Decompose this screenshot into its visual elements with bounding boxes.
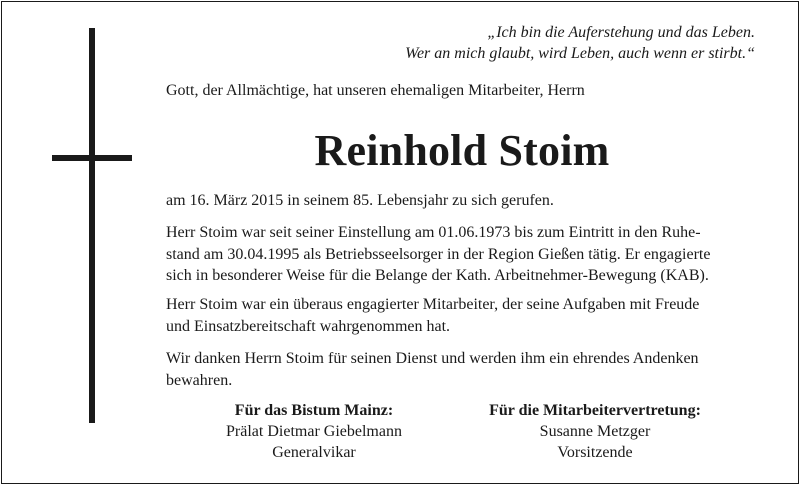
cross-icon-horizontal-bar (52, 155, 132, 161)
career-line-1: Herr Stoim war seit seiner Einstellung am 01.06.1973 bis zum Eintritt in den Ruhe- (166, 224, 701, 241)
signature-bistum (202, 400, 426, 463)
praise-line-1: Herr Stoim war ein überaus engagierter Mitarbeiter, der seine Aufgaben mit Freude (166, 296, 700, 313)
praise-line-2: und Einsatzbereitschaft wahrgenommen hat. (166, 317, 451, 335)
deceased-name: Reinhold Stoim (314, 126, 610, 175)
signature-heading: Für das Bistum Mainz: (234, 402, 394, 419)
signature-mitarbeitervertretung (480, 400, 710, 463)
thanks-line-2: bewahren. (166, 371, 233, 389)
quote-line-2: Wer an mich glaubt, wird Leben, auch wenn er stirbt.“ (405, 45, 755, 62)
career-line-3: sich in besonderer Weise für die Belange der Kath. Arbeitnehmer-Bewegung (KAB). (166, 267, 709, 284)
career-paragraph (166, 222, 760, 287)
signatory-role: Generalvikar (272, 444, 356, 461)
bible-quote (405, 22, 755, 64)
cross-icon-vertical-bar (89, 28, 95, 423)
thanks-paragraph (166, 348, 760, 391)
signatory-name: Susanne Metzger (539, 423, 651, 440)
obituary-notice (1, 1, 799, 484)
signatory-role: Vorsitzende (557, 444, 633, 461)
career-line-2: stand am 30.04.1995 als Betriebsseelsorger in der Region Gießen tätig. Er engagierte (166, 245, 711, 263)
signature-heading: Für die Mitarbeitervertretung: (489, 402, 701, 419)
thanks-line-1: Wir danken Herrn Stoim für seinen Dienst und werden ihm ein ehrendes Andenken (166, 350, 699, 367)
praise-paragraph (166, 294, 760, 337)
signatory-name: Prälat Dietmar Giebelmann (226, 423, 402, 440)
quote-line-1: „Ich bin die Auferstehung und das Leben. (487, 24, 755, 41)
death-date-paragraph: am 16. März 2015 in seinem 85. Lebensjahr zu sich gerufen. (166, 192, 554, 209)
intro-text: Gott, der Allmächtige, hat unseren ehemaligen Mitarbeiter, Herrn (166, 82, 585, 99)
